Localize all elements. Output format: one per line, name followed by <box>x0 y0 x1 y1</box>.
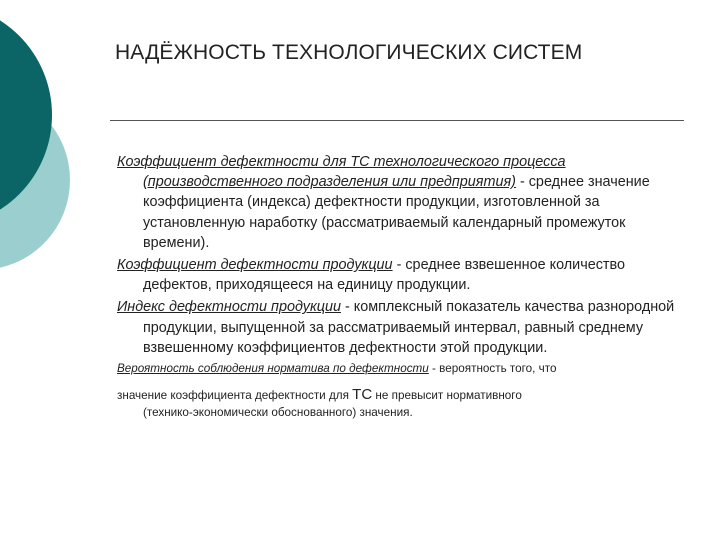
definition-item <box>117 255 692 295</box>
definition-item <box>117 297 692 358</box>
definition-item <box>117 360 692 378</box>
definition-continuation <box>117 386 692 404</box>
continuation-text: значение коэффициента дефектности для <box>117 388 353 402</box>
definition-term: Коэффициент дефектности для ТС технологического процесса (производственного подразделения или предприятия) <box>117 154 566 191</box>
definition-continuation-2: (технико-экономически обоснованного) значения. <box>143 405 413 419</box>
definition-text: - комплексный показатель качества разнородной продукции, выпущенной за рассматриваемый интервал, равный среднему взвешенному коэффициентов дефектности этой продукции. <box>143 299 675 356</box>
definition-term: Коэффициент дефектности продукции <box>117 257 393 274</box>
definition-item <box>117 152 692 253</box>
definition-term: Вероятность соблюдения норматива по дефектности <box>117 362 429 376</box>
continuation-abbrev: ТС <box>352 385 373 403</box>
definition-text: - вероятность того, что <box>428 362 557 376</box>
page-title: НАДЁЖНОСТЬ ТЕХНОЛОГИЧЕСКИХ СИСТЕМ <box>115 41 583 64</box>
definition-term: Индекс дефектности продукции <box>117 299 341 316</box>
definition-text: - среднее взвешенное количество дефектов, приходящееся на единицу продукции. <box>143 257 625 294</box>
continuation-text-end: не превысит нормативного <box>372 388 522 402</box>
decorative-circles <box>0 0 120 300</box>
title-divider <box>110 120 684 121</box>
definition-text: - среднее значение коэффициента (индекса) дефектности продукции, изготовленной за установленную наработку (рассматриваемый календарный промежуток времени). <box>143 174 650 251</box>
slide-body <box>117 152 692 421</box>
